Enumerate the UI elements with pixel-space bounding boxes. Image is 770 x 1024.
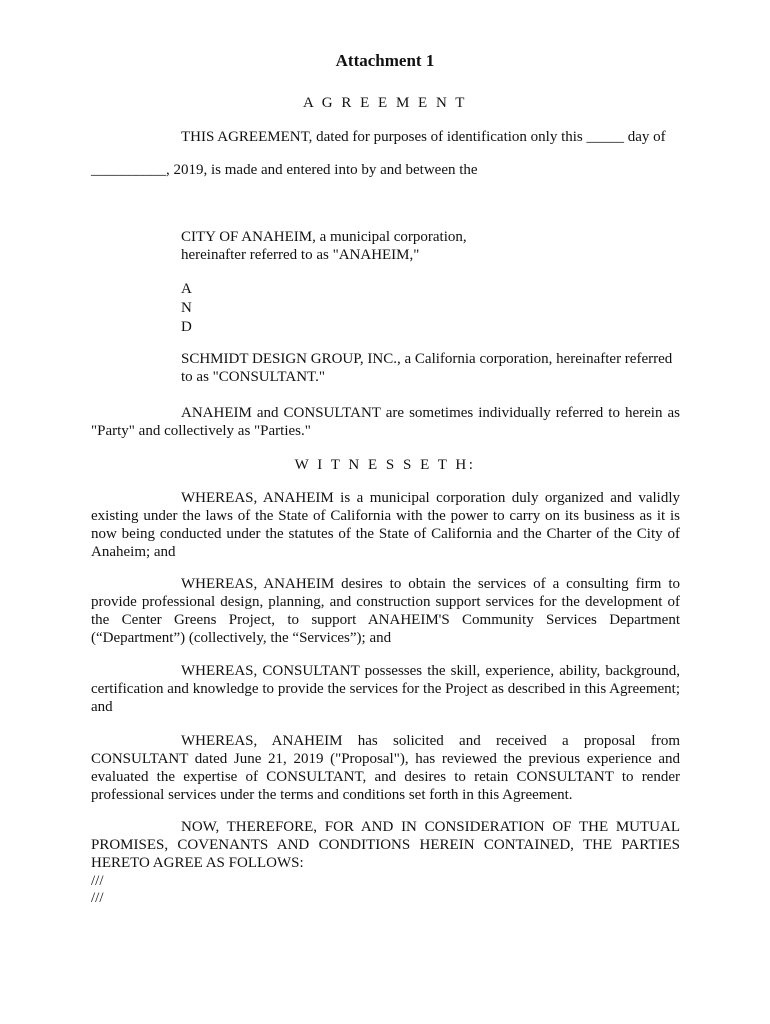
continuation-mark: ///: [91, 873, 104, 889]
recital-paragraph-2: WHEREAS, ANAHEIM desires to obtain the services of a consulting firm to provide professional design, planning, and construction support services for the development of the Center Greens Project, to support ANAHEIM'S Community Services Department (“Department”) (collectively, the “Services”); and: [91, 576, 680, 646]
intro-line-2: __________, 2019, is made and entered into by and between the: [91, 162, 478, 178]
and-letter: A: [181, 281, 192, 297]
and-separator: [181, 280, 201, 337]
now-therefore-paragraph: NOW, THEREFORE, FOR AND IN CONSIDERATION OF THE MUTUAL PROMISES, COVENANTS AND CONDITIONS HEREIN CONTAINED, THE PARTIES HERETO AGREE AS FOLLOWS:: [91, 819, 680, 871]
parties-definition-paragraph: ANAHEIM and CONSULTANT are sometimes individually referred to herein as "Party" and collectively as "Parties.": [91, 405, 680, 439]
witnesseth-heading: W I T N E S S E T H:: [294, 457, 476, 473]
recital-paragraph-3: WHEREAS, CONSULTANT possesses the skill, experience, ability, background, certification and knowledge to provide the services for the Project as described in this Agreement; and: [91, 663, 680, 715]
intro-line-1: THIS AGREEMENT, dated for purposes of identification only this _____ day of: [181, 129, 666, 145]
party-consultant-line-2: to as "CONSULTANT.": [181, 369, 325, 385]
recital-paragraph-1: WHEREAS, ANAHEIM is a municipal corporation duly organized and validly existing under the laws of the State of California with the power to carry on its business as it is now being conducted under the statutes of the State of California and the Charter of the City of Anaheim; and: [91, 490, 680, 560]
recital-paragraph-4: WHEREAS, ANAHEIM has solicited and received a proposal from CONSULTANT dated June 21, 2019 ("Proposal"), has reviewed the previous experience and evaluated the expertise of CONSULTANT, and desires to retain CONSULTANT to render professional services under the terms and conditions set forth in this Agreement.: [91, 733, 680, 803]
and-letter: N: [181, 300, 192, 316]
continuation-mark: ///: [91, 890, 104, 906]
party-anaheim-line-1: CITY OF ANAHEIM, a municipal corporation,: [181, 229, 467, 245]
and-letter: D: [181, 319, 192, 335]
party-anaheim-line-2: hereinafter referred to as "ANAHEIM,": [181, 247, 420, 263]
party-consultant-line-1: SCHMIDT DESIGN GROUP, INC., a California corporation, hereinafter referred: [181, 351, 673, 367]
agreement-heading: A G R E E M E N T: [303, 95, 467, 111]
document-title: Attachment 1: [335, 51, 435, 70]
